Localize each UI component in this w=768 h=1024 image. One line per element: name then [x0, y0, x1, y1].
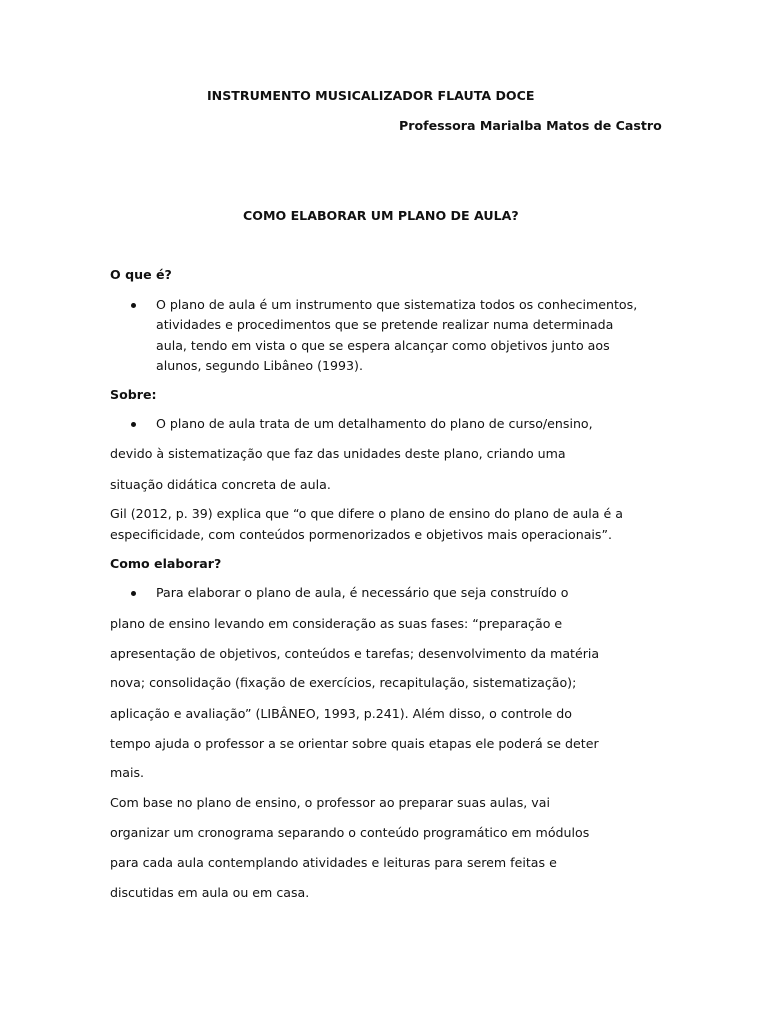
paragraph-line: Para elaborar o plano de aula, é necessário que seja construído o: [156, 585, 569, 600]
paragraph-line: situação didática concreta de aula.: [110, 477, 331, 492]
bullet-icon: [131, 422, 136, 427]
heading-sobre: Sobre:: [110, 387, 157, 402]
paragraph-line: discutidas em aula ou em casa.: [110, 885, 310, 900]
paragraph-line: aula, tendo em vista o que se espera alcançar como objetivos junto aos: [156, 338, 610, 353]
paragraph-line: plano de ensino levando em consideração as suas fases: “preparação e: [110, 616, 563, 631]
paragraph-line: apresentação de objetivos, conteúdos e tarefas; desenvolvimento da matéria: [110, 646, 600, 661]
paragraph-line: tempo ajuda o professor a se orientar sobre quais etapas ele poderá se deter: [110, 736, 599, 751]
bullet-icon: [131, 591, 136, 596]
paragraph-line: alunos, segundo Libâneo (1993).: [156, 358, 363, 373]
heading-como-elaborar: Como elaborar?: [110, 556, 222, 571]
paragraph-line: Com base no plano de ensino, o professor ao preparar suas aulas, vai: [110, 795, 550, 810]
heading-o-que-e: O que é?: [110, 267, 172, 282]
paragraph-line: especificidade, com conteúdos pormenorizados e objetivos mais operacionais”.: [110, 527, 613, 542]
paragraph-line: O plano de aula é um instrumento que sistematiza todos os conhecimentos,: [156, 297, 638, 312]
paragraph-line: nova; consolidação (fixação de exercícios, recapitulação, sistematização);: [110, 675, 577, 690]
bullet-icon: [131, 303, 136, 308]
paragraph-line: devido à sistematização que faz das unidades deste plano, criando uma: [110, 446, 566, 461]
paragraph-line: Gil (2012, p. 39) explica que “o que difere o plano de ensino do plano de aula é a: [110, 506, 623, 521]
paragraph-line: organizar um cronograma separando o conteúdo programático em módulos: [110, 825, 590, 840]
paragraph-line: O plano de aula trata de um detalhamento do plano de curso/ensino,: [156, 416, 593, 431]
paragraph-line: para cada aula contemplando atividades e leituras para serem feitas e: [110, 855, 557, 870]
paragraph-line: atividades e procedimentos que se pretende realizar numa determinada: [156, 317, 614, 332]
paragraph-line: mais.: [110, 765, 145, 780]
paragraph-line: aplicação e avaliação” (LIBÂNEO, 1993, p.241). Além disso, o controle do: [110, 706, 572, 721]
document-title: INSTRUMENTO MUSICALIZADOR FLAUTA DOCE: [207, 88, 535, 103]
author-line: Professora Marialba Matos de Castro: [399, 118, 662, 133]
section-title: COMO ELABORAR UM PLANO DE AULA?: [243, 208, 519, 223]
